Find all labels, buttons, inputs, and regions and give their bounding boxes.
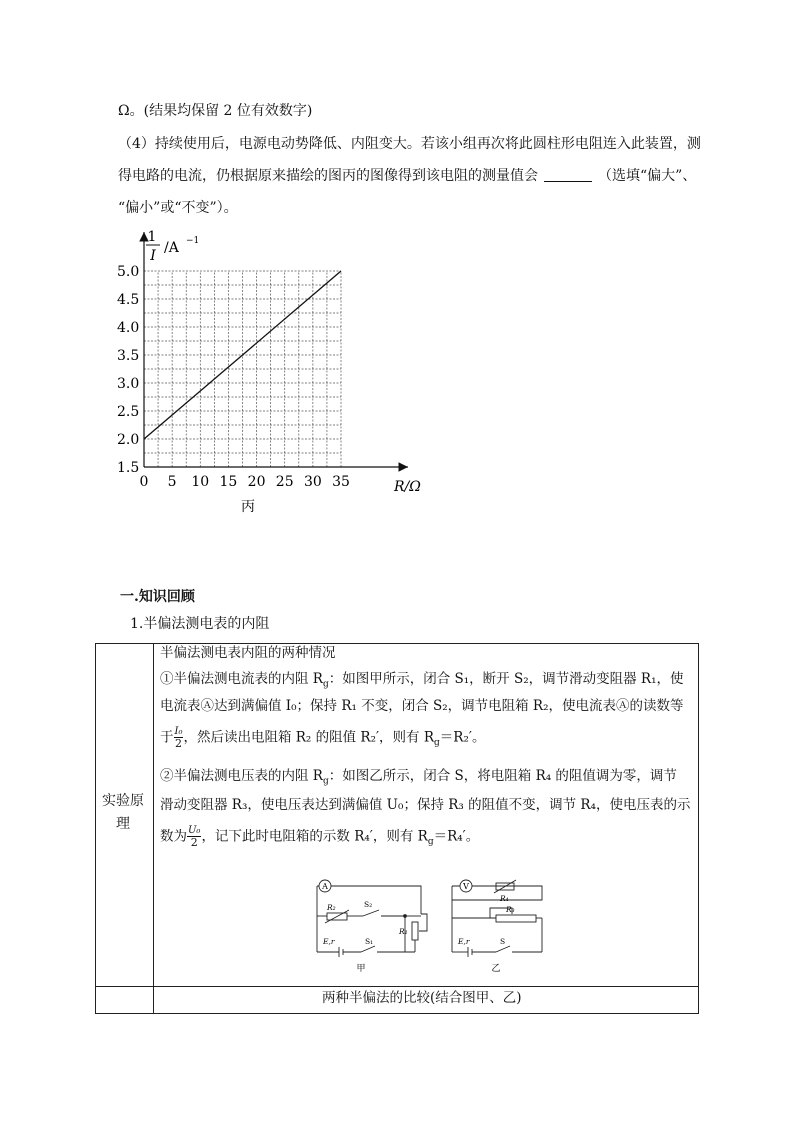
y-tick-label: 1.5 [117, 460, 140, 476]
x-tick-label: 0 [139, 474, 149, 490]
bottom-row-text: 两种半偏法的比较(结合图甲、乙) [322, 990, 522, 1006]
p1-fraction [174, 726, 184, 750]
jia-caption: 甲 [356, 964, 366, 974]
yi-caption: 乙 [491, 964, 501, 974]
p1-l1-sub: g [322, 679, 329, 690]
intro-line-3-text: 得电路的电流，仍根据原来描绘的图丙的图像得到该电阻的测量值会 [118, 168, 538, 184]
y-tick-label: 2.0 [117, 432, 140, 448]
intro-line-2: （4）持续使用后，电源电动势降低、内阻变大。若该小组再次将此圆柱形电阻连入此装置，测 [118, 136, 701, 152]
p2-frac-den: 2 [190, 836, 198, 849]
jia-r1: R₁ [399, 927, 408, 936]
yi-er: E,r [458, 937, 470, 946]
circuit-yi [446, 874, 556, 979]
x-tick-label: 20 [247, 474, 266, 490]
jia-er: E,r [323, 937, 335, 946]
p1-l3-sub: g [434, 738, 440, 749]
p2-l1-sub: g [322, 776, 329, 787]
yi-s: S [500, 937, 506, 946]
p1-l1-text: ①半偏法测电流表的内阻 R [160, 671, 323, 687]
principle-table [95, 643, 699, 1014]
section-subheading: 1.半偏法测电表的内阻 [130, 616, 270, 632]
p2-line-3 [160, 825, 479, 852]
intro-line-1: Ω。(结果均保留 2 位有效数字) [118, 103, 313, 119]
p2-line-2: 滑动变阻器 R₃，使电压表达到满偏值 U₀；保持 R₃ 的阻值不变，调节 R₄，使电压表的示 [160, 797, 691, 813]
data-line [144, 271, 341, 439]
circuit-jia [301, 874, 441, 979]
p1-line-1 [160, 669, 684, 695]
yi-r3: R₃ [506, 905, 515, 914]
x-tick-label: 10 [191, 474, 210, 490]
y-tick-label: 4.5 [117, 292, 140, 308]
p2-l1-text: ②半偏法测电压表的内阻 R [160, 768, 323, 784]
row-label-line-1: 实验原 [102, 793, 144, 809]
p1-frac-den: 2 [174, 737, 182, 750]
y-tick-label: 5.0 [117, 264, 140, 280]
voltmeter-icon: V [463, 882, 469, 891]
p1-l3-post: ，然后读出电阻箱 R₂ 的阻值 R₂′，则有 R [183, 729, 435, 746]
p1-frac-num: I₀ [174, 726, 183, 737]
jia-r2: R₂ [327, 903, 336, 912]
answer-blank[interactable] [544, 167, 592, 182]
p2-l3-sub: g [427, 837, 434, 848]
y-label-num: 1 [147, 229, 157, 245]
y-label-unit: /A [164, 240, 179, 256]
p2-l3-end: ＝R₄′。 [433, 828, 480, 845]
chart-caption: 丙 [241, 499, 255, 515]
p2-line-1 [160, 766, 677, 792]
jia-s1: S₁ [365, 937, 374, 946]
intro-line-3 [118, 166, 696, 186]
intro-line-4: “偏小”或“不变”）。 [118, 200, 238, 216]
y-tick-label: 2.5 [117, 404, 140, 420]
x-axis-label: R/Ω [394, 479, 421, 495]
p1-l1-tail: ：如图甲所示，闭合 S₁，断开 S₂，调节滑动变阻器 R₁，使 [328, 671, 684, 687]
p2-l3-pre: 数为 [160, 828, 187, 845]
x-tick-label: 25 [275, 474, 294, 490]
p2-l3-post: ，记下此时电阻箱的示数 R₄′，则有 R [201, 828, 428, 845]
x-tick-label: 5 [167, 474, 177, 490]
p2-l1-tail: ：如图乙所示，闭合 S，将电阻箱 R₄ 的阻值调为零，调节 [328, 768, 677, 784]
x-tick-label: 30 [303, 474, 322, 490]
p1-line-2: 电流表Ⓐ达到满偏值 I₀；保持 R₁ 不变，闭合 S₂，调节电阻箱 R₂，使电流表Ⓐ的读数等 [160, 698, 684, 714]
x-tick-label: 15 [219, 474, 238, 490]
y-tick-label: 3.5 [117, 348, 140, 364]
p1-l3-end: ＝R₂′。 [439, 729, 486, 746]
yi-r4: R₄ [500, 894, 509, 903]
y-tick-label: 4.0 [117, 320, 140, 336]
y-tick-label: 3.0 [117, 376, 140, 392]
p1-l3-pre: 于 [160, 729, 174, 746]
intro-line-3-tail: （选填“偏大”、 [598, 168, 697, 184]
y-axis-label [146, 229, 199, 264]
p2-fraction [187, 825, 201, 849]
y-label-exp: −1 [186, 236, 200, 246]
row-label-line-2: 理 [116, 816, 130, 832]
table-title: 半偏法测电表内阻的两种情况 [160, 645, 336, 661]
chart-grid [144, 271, 341, 467]
jia-s2: S₂ [364, 900, 373, 909]
x-tick-label: 35 [332, 474, 350, 490]
p2-frac-num: U₀ [188, 825, 201, 836]
section-heading: 一.知识回顾 [120, 589, 195, 605]
p1-line-3 [160, 726, 485, 753]
y-label-den: I [150, 248, 156, 264]
ammeter-icon: A [322, 882, 328, 891]
